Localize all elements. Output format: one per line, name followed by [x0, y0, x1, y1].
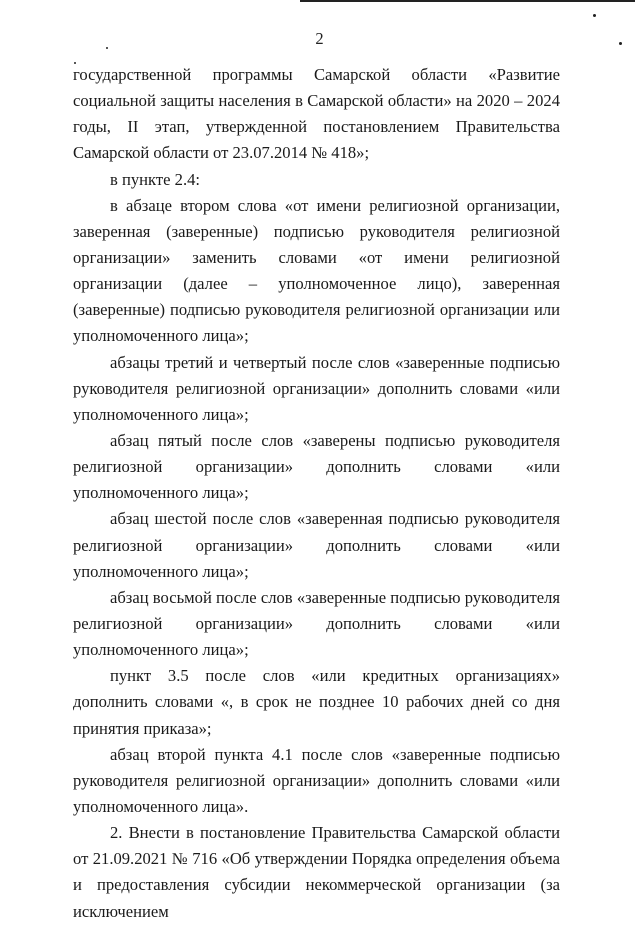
paragraph-second-amendment: в абзаце втором слова «от имени религиозной организации, заверенная (заверенные) подписью руководителя религиозной организации» заменить словами «от имени религиозной организации (далее – уполномоченное лицо), заверенная (заверенные) подписью руководителя религиозной организации или уполномоченного лица»;	[73, 195, 560, 346]
scan-speck	[593, 14, 596, 17]
paragraph-sixth-amendment: абзац шестой после слов «заверенная подписью руководителя религиозной организации» дополнить словами «или уполномоченного лица»;	[73, 509, 560, 581]
paragraph-third-fourth-amendment: абзацы третий и четвертый после слов «заверенные подписью руководителя религиозной организации» дополнить словами «или уполномоченного лица»;	[73, 352, 560, 424]
scan-border-line	[300, 0, 635, 2]
paragraph-continuation: государственной программы Самарской области «Развитие социальной защиты населения в Самарской области» на 2020 – 2024 годы, II этап, утвержденной постановлением Правительства Самарской области от 23.07.2014 № 418»;	[73, 65, 560, 163]
paragraph-point-3-5-amendment: пункт 3.5 после слов «или кредитных организациях» дополнить словами «, в срок не позднее 10 рабочих дней со дня принятия приказа»;	[73, 666, 560, 738]
paragraph-point-4-1-amendment: абзац второй пункта 4.1 после слов «заверенные подписью руководителя религиозной организации» дополнить словами «или уполномоченного лица».	[73, 744, 560, 816]
document-body	[73, 62, 560, 925]
paragraph-fifth-amendment: абзац пятый после слов «заверены подписью руководителя религиозной организации» дополнить словами «или уполномоченного лица»;	[73, 430, 560, 503]
paragraph-item-2: 2. Внести в постановление Правительства Самарской области от 21.09.2021 № 716 «Об утверждении Порядка определения объема и предоставления субсидии некоммерческой организации (за исключением	[73, 823, 560, 921]
paragraph-point-2-4: в пункте 2.4:	[110, 169, 201, 189]
paragraph-eighth-amendment: абзац восьмой после слов «заверенные подписью руководителя религиозной организации» дополнить словами «или уполномоченного лица»;	[73, 587, 560, 660]
page-number: 2	[315, 29, 324, 48]
